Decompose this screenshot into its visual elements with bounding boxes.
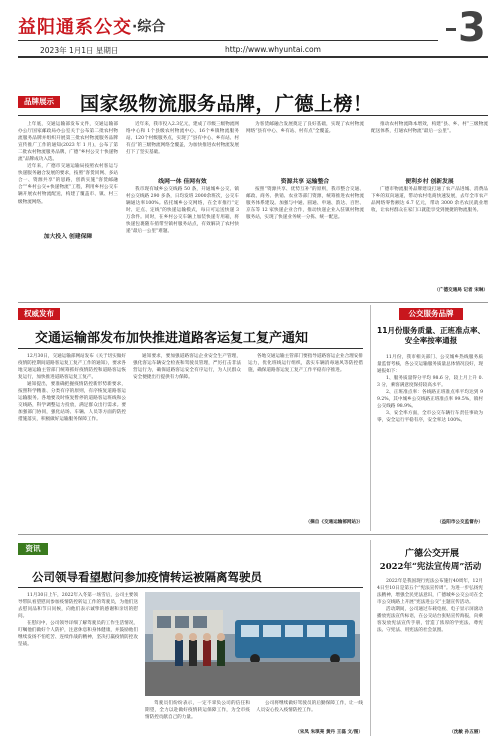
article4-para3-cont: 公司将继续做好驾驶员的后勤保障工作，让一线人员安心投入疫情防控工作。	[256, 701, 363, 714]
article1-headline: 国家级物流服务品牌，广德上榜！	[80, 93, 373, 115]
article1-para5: 按照“资源共享、优势互补”的原则，我市整合交通、邮政、商务、供销、农业等部门资源，统筹推进农村物流服务体系建设。加强与中通、圆通、申通、韵达、百世、京东等 12 家快递企业合作，推动快递企业入驻镇村物流服务站，实现了快递业务统一分拣、统一配送。	[246, 187, 364, 221]
article2-byline: （摘自《交通运输部网站》）	[305, 520, 363, 525]
article1-para5-cont: 推动农村物流降本增效，构建“县、乡、村”三级物流配送体系，打通农村物流“最后一公里”。	[371, 122, 488, 135]
article1-subhead3: 资源共享 运输整合	[280, 179, 330, 185]
article3-para2: 1、服务质量得分平均 98.6 分，较上月上升 0.3 分，乘客满意度保持较高水平。	[377, 376, 483, 389]
article1-para3: 近年来，我市投入2.3亿元，建成了市级三级物流网络中心和 1个县级农村物流中心、16个乡镇物流服务站、120个村级服务点，实现了“县有中心、乡有站、村有点”的三级物流网络全覆盖，为加快推进农村物流发展打下了坚实基础。	[126, 122, 239, 156]
article2-bottom-rule	[18, 534, 488, 535]
article5-para1: 2022年是我国现行宪法公布施行40周年，12月4日至10日是第五个“宪法宣传周”。为进一步弘扬宪法精神，增强全民宪法意识，广德城乡公交公司在全市公交线路上开展“宪法进公交”主题宣传活动。	[377, 579, 483, 606]
article1-subhead4: 便利乡村 创新发展	[405, 179, 454, 185]
article3-byline: （益阳市公交监督办）	[437, 520, 483, 525]
article4-para1: 11月30日上午，2022年入冬第一场雪后，公司主要领导带队看望慰问参加疫情防控转运工作的驾驶员，为他们送去慰问品和节日问候，向他们表示诚挚的感谢和亲切的慰问。	[18, 593, 138, 620]
section-tag-brand-showcase: 品牌展示	[18, 96, 60, 108]
article1-para6: 广德市物流服务品牌建设打通了农产品进城、消费品下乡的双向通道，带动农村电商快速发展，去年全市农产品网络零售额达 6.7 亿元，带动 3000 余名农民就业增收，让农村群众在家门口就能享受到便捷的物流服务。	[371, 187, 488, 214]
article1-col1	[18, 121, 118, 297]
article2-col3	[248, 353, 363, 518]
section-name: ·综合	[132, 19, 166, 35]
article3-body	[377, 354, 483, 517]
article3-para1: 11月份，我市相关部门、公交城乡热线服务质量监督考核，各公交运输服务质量总体情况良好，现通报如下：	[377, 355, 483, 375]
paper-logo: 益阳通系公交	[18, 17, 132, 38]
article5-headline-line2: 2022年“宪法宣传周”活动	[379, 562, 482, 572]
article4-byline: （宋凤 朱琪亮 黄丹 王磊 文/图）	[295, 730, 363, 735]
article1-para4: 我市现有城乡公交线路 50 条，开通城乡公交、镇村公交线路 290 多条，日均发班 2000余班次，公交车辆通达率100%。依托城乡公交网络，在全市推行“定时、定点、定线”的快递运输模式，每日可运送快递 3 万余件。同时，在乡村公交车辆上加装快递专用箱，将快递包裹随车捎带至镇村服务站点，有效解决了农村快递“最后一公里”难题。	[126, 187, 239, 235]
news-photo-image	[145, 592, 360, 696]
article4-col1	[18, 592, 138, 732]
article4-col3	[256, 700, 363, 728]
news-photo	[145, 592, 360, 696]
article2-headline: 交通运输部发布加快推进道路客运复工复产通知	[35, 331, 309, 346]
article5-body	[377, 578, 483, 726]
section-tag-news: 资讯	[18, 543, 48, 555]
article1-subhead2: 线网一体 佳网有效	[158, 179, 207, 185]
article1-bottom-rule	[18, 302, 488, 303]
article2-para2: 通知提出，要准确把握疫情防控新形势新要求，按照科学精准、分类有序的原则，有序恢复道路客运运输服务。各地要及时恢复暂停的道路客运班线和公交线路，科学调整运力投放，满足群众出行需求。要加强部门协同，强化站场、车辆、人员等方面的防控措施落实，积极做好运输服务保障工作。	[18, 382, 126, 423]
page-number: 3	[458, 5, 486, 51]
article3-para4: 3、安全率方面，全市公交车辆行车责任事故为零，安全运行平稳有序，安全率达 100%。	[377, 411, 483, 424]
header-top-rule	[18, 40, 438, 41]
article1-subhead1: 加大投入 创建保障	[43, 234, 93, 240]
section-tag-authoritative-release: 权威发布	[18, 308, 60, 320]
article5-byline: （沈敏 孙五丽）	[449, 730, 483, 735]
article1-headline-rule	[18, 115, 488, 116]
article2-col2	[133, 353, 241, 529]
article4-headline: 公司领导看望慰问参加疫情转运被隔离驾驶员	[32, 570, 262, 584]
article1-col4	[371, 121, 488, 175]
article2-para3-cont: 各地交通运输主管部门要指导道路客运企业合理安排运力，优化班线运行组织，落实车辆消毒通风等防控措施，确保道路客运复工复产工作平稳有序推进。	[248, 354, 363, 374]
article3-headline: 11月份服务质量、正班准点率、安全率按率通报	[377, 326, 485, 345]
article4-headline-rule	[18, 587, 363, 588]
section-tag-bus-service-brand: 公交服务品牌	[399, 308, 463, 320]
article1-col3	[246, 121, 364, 175]
article5-headline-line1: 广德公交开展	[404, 549, 459, 559]
article4-para3: 驾驶员们纷纷表示，一定不辜负公司的信任和期望，全力以赴做好疫情转运保障工作，为全市疫情防控贡献自己的力量。	[145, 701, 250, 721]
article1-col4b	[371, 186, 488, 288]
article1-col2b	[126, 186, 239, 296]
article2-headline-rule	[18, 348, 363, 349]
article1-para2: 近年来，广德市交通运输局按照农村客运与快递服务融合发展的要求，按照“客货同网、多站合一、资源共享”的思路，创新实施“客货邮融合”“乡村公交+快递物流”工程，利用乡村公交车辆开展农村物流配送，构建了覆盖市、镇、村三级物流网络。	[18, 164, 118, 205]
masthead-dash	[446, 28, 456, 31]
article1-byline: （广德交通局 记者 宋琳）	[434, 288, 488, 293]
article1-para4-cont: 为客货邮融合发展奠定了良好基础，实现了农村物流网络“县有中心、乡有站、村有点”全覆盖。	[246, 122, 364, 135]
article1-intro: 上年底，交通运输部发布文件，交通运输部办公厅国家邮政局办公室关于公布第二批农村物流服务品牌并组织开展第三批农村物流服务品牌宣传推广工作的通知(2023 年 1 月)，公布了第二批农村物流服务品牌，广德“乡村公交十快递物流”品牌成功入选。	[18, 122, 118, 163]
website-url[interactable]: http://www.whyuntai.com	[225, 45, 321, 54]
article2-para1: 12月30日，交通运输部网站发布《关于切实做好疫情防控期间道路客运复工复产工作的通知》，要求各地交通运输主管部门统筹抓好疫情防控和道路客运恢复运行，加快推进道路客运复工复产。	[18, 354, 126, 381]
date-line: 2023年 1月1日 星期日	[40, 46, 119, 55]
header-bottom-rule	[18, 56, 488, 58]
masthead	[0, 0, 500, 58]
article4-para2: 在慰问中，公司领导详细了解驾驶员的工作生活情况，叮嘱他们做好个人防护，注意休息和身体健康，并鼓励他们继续发扬不怕吃苦、连续作战的精神，坚决打赢疫情防控攻坚战。	[18, 621, 138, 648]
article3-para3: 2、正班准点率：各线路正班准点率平均达到 99.2%，其中城乡公交线路正班准点率 99.5%，镇村公交线路 98.9%。	[377, 390, 483, 410]
article2-para3: 通知要求，要加强道路客运企业安全生产管理，强化客运车辆安全检查和驾驶员管理，严厉打击非法营运行为，确保道路客运安全有序运行，为人民群众安全便捷出行提供有力保障。	[133, 354, 241, 381]
article4-col2	[145, 700, 250, 735]
article2-col1	[18, 353, 126, 529]
article1-col3b	[246, 186, 364, 296]
article5-para2: 活动期间，公司通过车载电视、电子显示屏滚动播放宪法宣传标语，在公交站台张贴宣传海报，向乘客发放宪法宣传手册，营造了浓厚的学宪法、尊宪法、守宪法、用宪法的社会氛围。	[377, 607, 483, 634]
